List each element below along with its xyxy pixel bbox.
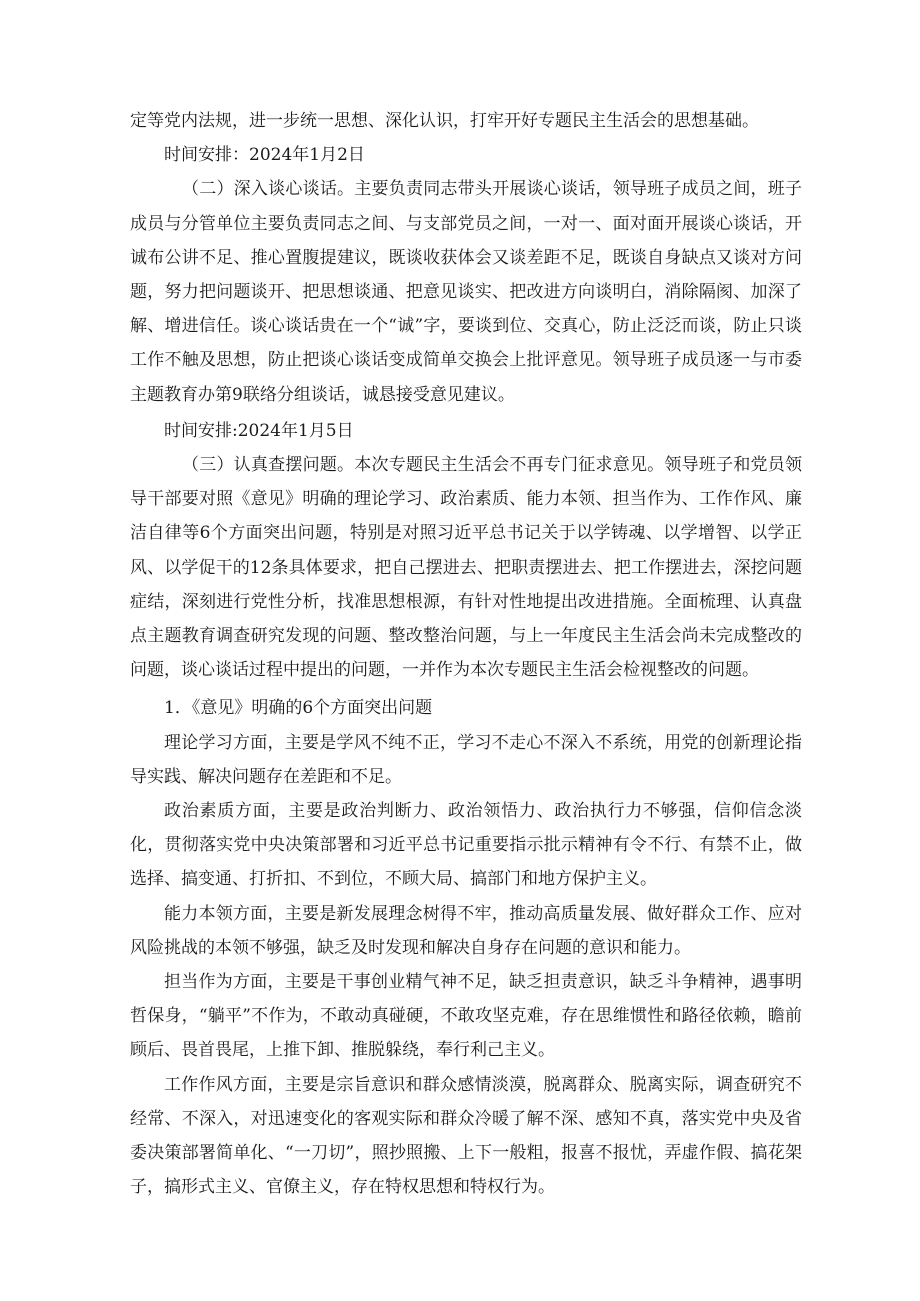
schedule-line-1: 时间安排：2024年1月2日	[164, 145, 365, 166]
paragraph-responsibility: 担当作为方面，主要是干事创业精气神不足，缺乏担责意识，缺乏斗争精神，遇事明哲保身，“躺平”不作为，不敢动真碰硬，不敢攻坚克难，存在思维惯性和路径依赖，瞻前顾后、畏首畏尾，上推下卸、推脱躲绕，奉行利己主义。	[130, 972, 802, 1061]
document-page	[130, 104, 802, 1205]
section-heart-to-heart-talks: （二）深入谈心谈话。主要负责同志带头开展谈心谈话，领导班子成员之间，班子成员与分管单位主要负责同志之间、与支部党员之间，一对一、面对面开展谈心谈话，开诚布公讲不足、推心置腹提建议，既谈收获体会又谈差距不足，既谈自身缺点又谈对方问题，努力把问题谈开、把思想谈通、把意见谈实、把改进方向谈明白，消除隔阂、加深了解、增进信任。谈心谈话贵在一个“诚”字，要谈到位、交真心，防止泛泛而谈，防止只谈工作不触及思想，防止把谈心谈话变成简单交换会上批评意见。领导班子成员逐一与市委主题教育办第9联络分组谈话，诚恳接受意见建议。	[130, 179, 802, 405]
list-item-heading: 1．《意见》明确的6个方面突出问题	[164, 698, 433, 719]
paragraph-political-quality: 政治素质方面，主要是政治判断力、政治领悟力、政治执行力不够强，信仰信念淡化，贯彻落实党中央决策部署和习近平总书记重要指示批示精神有令不行、有禁不止，做选择、搞变通、打折扣、不到位，不顾大局、搞部门和地方保护主义。	[130, 801, 802, 890]
schedule-line-2: 时间安排:2024年1月5日	[164, 420, 354, 441]
paragraph-continuation: 定等党内法规，进一步统一思想、深化认识，打牢开好专题民主生活会的思想基础。	[130, 111, 759, 131]
paragraph-work-style: 工作作风方面，主要是宗旨意识和群众感情淡漠，脱离群众、脱离实际，调查研究不经常、不深入，对迅速变化的客观实际和群众冷暖了解不深、感知不真，落实党中央及省委决策部署简单化、“一刀切”，照抄照搬、上下一般粗，报喜不报忧，弄虚作假、搞花架子，搞形式主义、官僚主义，存在特权思想和特权行为。	[130, 1074, 802, 1198]
paragraph-ability: 能力本领方面，主要是新发展理念树得不牢，推动高质量发展、做好群众工作、应对风险挑战的本领不够强，缺乏及时发现和解决自身存在问题的意识和能力。	[130, 903, 802, 958]
paragraph-theory-study: 理论学习方面，主要是学风不纯不正，学习不走心不深入不系统，用党的创新理论指导实践、解决问题存在差距和不足。	[130, 732, 802, 787]
section-identify-problems: （三）认真查摆问题。本次专题民主生活会不再专门征求意见。领导班子和党员领导干部要对照《意见》明确的理论学习、政治素质、能力本领、担当作为、工作作风、廉洁自律等6个方面突出问题，特别是对照习近平总书记关于以学铸魂、以学增智、以学正风、以学促干的12条具体要求，把自己摆进去、把职责摆进去、把工作摆进去，深挖问题症结，深刻进行党性分析，找准思想根源，有针对性地提出改进措施。全面梳理、认真盘点主题教育调查研究发现的问题、整改整治问题，与上一年度民主生活会尚未完成整改的问题，谈心谈话过程中提出的问题，一并作为本次专题民主生活会检视整改的问题。	[130, 455, 802, 681]
